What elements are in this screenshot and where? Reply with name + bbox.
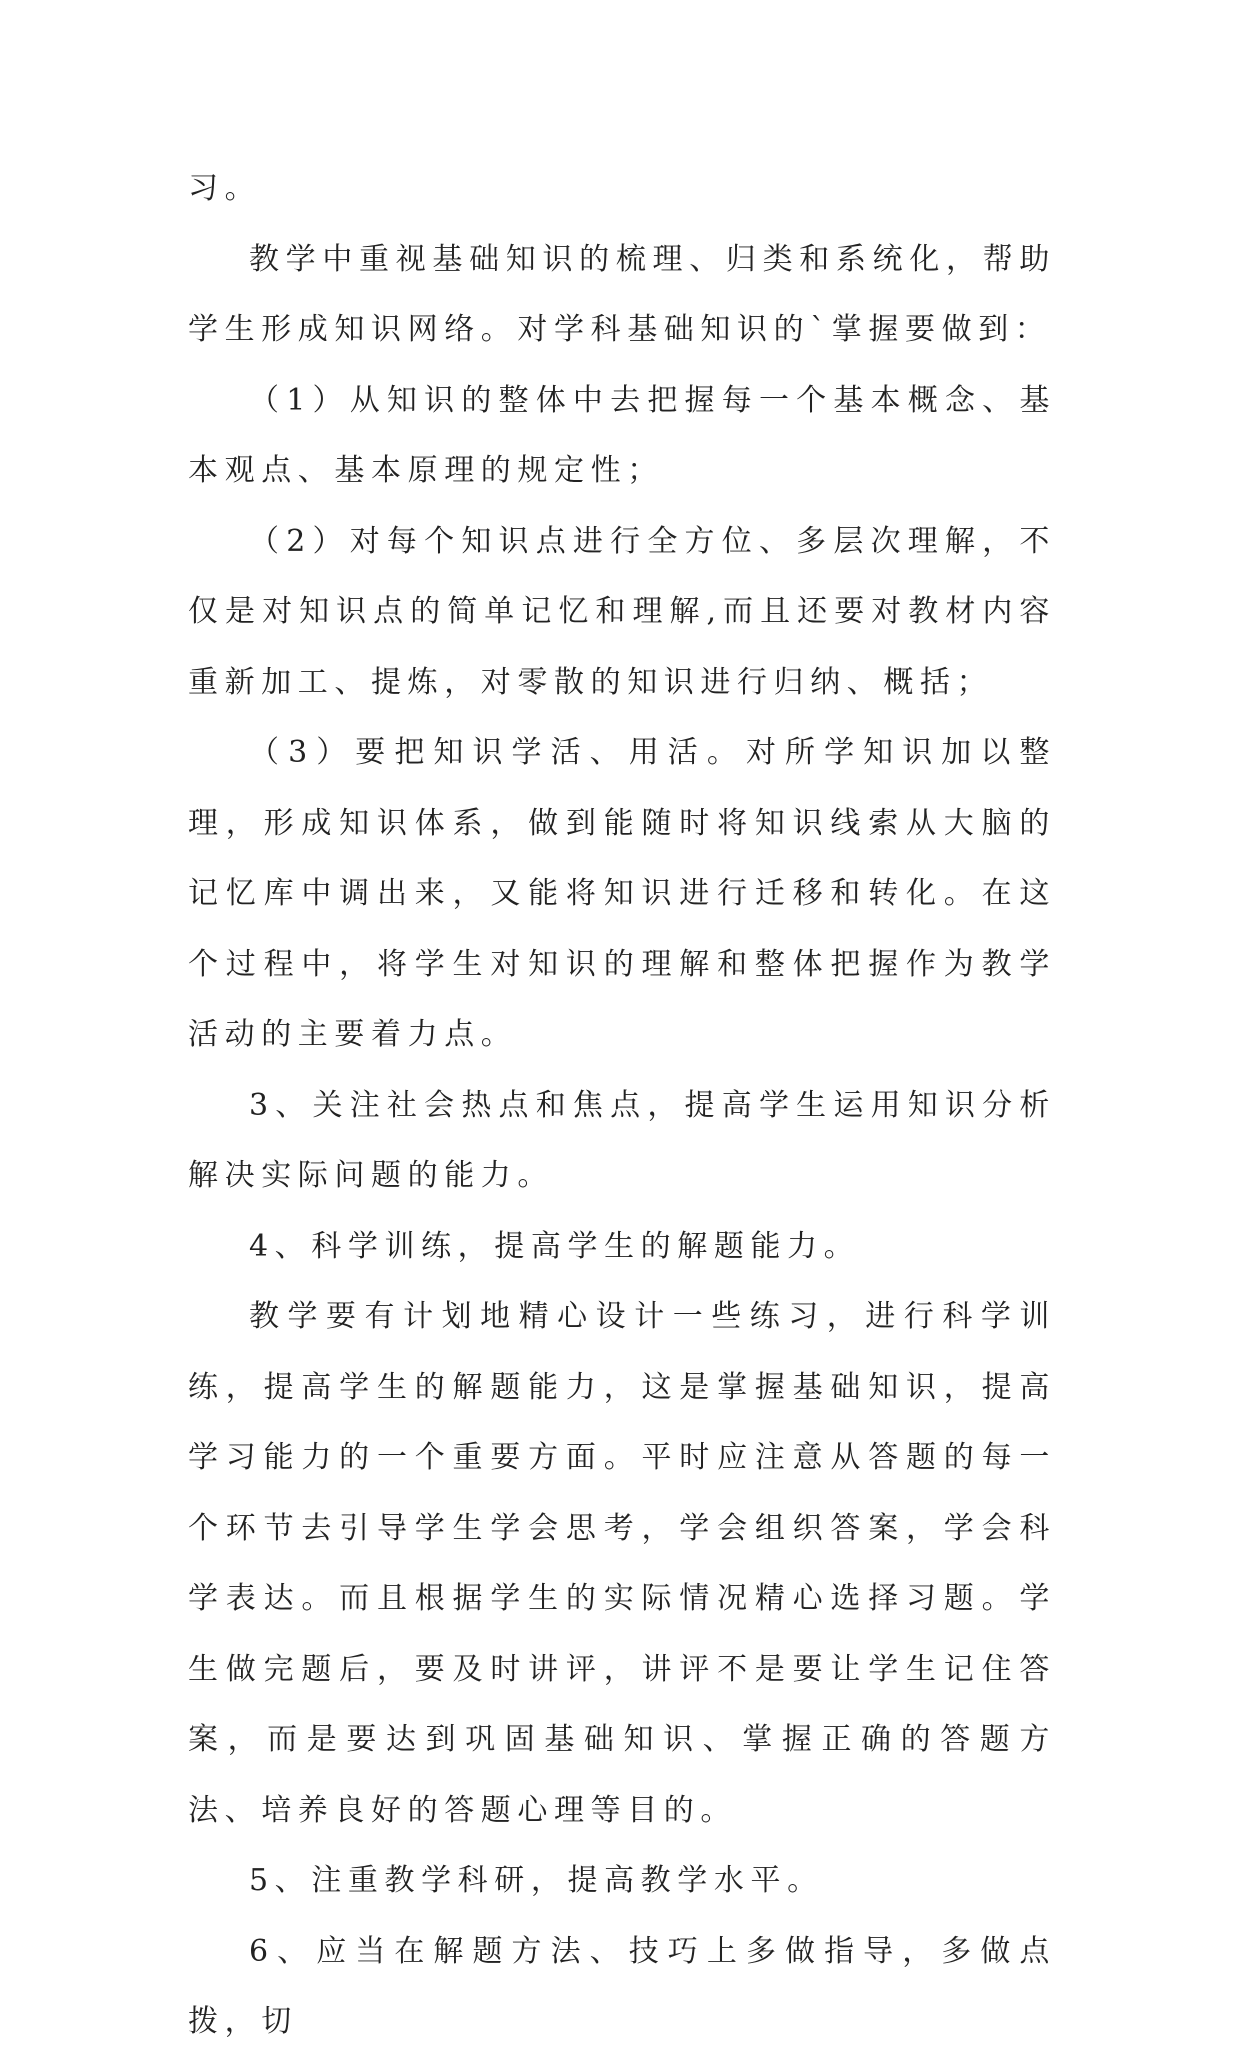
paragraph-point-5: 5、注重教学科研，提高教学水平。 bbox=[249, 1863, 824, 1898]
paragraph-knowledge-network: 教学中重视基础知识的梳理、归类和系统化，帮助学生形成知识网络。对学科基础知识的`掌握要做到： bbox=[188, 241, 1056, 347]
paragraph-point-6: 6、应当在解题方法、技巧上多做指导，多做点拨，切 bbox=[188, 1933, 1056, 2039]
paragraph-item-1: （1）从知识的整体中去把握每一个基本概念、基本观点、基本原理的规定性； bbox=[188, 382, 1056, 488]
paragraph-item-2: （2）对每个知识点进行全方位、多层次理解，不仅是对知识点的简单记忆和理解,而且还要对教材内容重新加工、提炼，对零散的知识进行归纳、概括； bbox=[188, 523, 1056, 700]
paragraph-item-3: （3）要把知识学活、用活。对所学知识加以整理，形成知识体系，做到能随时将知识线索从大脑的记忆库中调出来，又能将知识进行迁移和转化。在这个过程中，将学生对知识的理解和整体把握作为教学活动的主要着力点。 bbox=[188, 735, 1056, 1052]
paragraph-continuation: 习。 bbox=[188, 171, 262, 206]
paragraph-training: 教学要有计划地精心设计一些练习，进行科学训练，提高学生的解题能力，这是掌握基础知识，提高学习能力的一个重要方面。平时应注意从答题的每一个环节去引导学生学会思考，学会组织答案，学会科学表达。而且根据学生的实际情况精心选择习题。学生做完题后，要及时讲评，讲评不是要让学生记住答案，而是要达到巩固基础知识、掌握正确的答题方法、培养良好的答题心理等目的。 bbox=[188, 1299, 1056, 1828]
paragraph-point-4: 4、科学训练，提高学生的解题能力。 bbox=[249, 1228, 861, 1264]
document-body bbox=[188, 154, 1056, 2058]
paragraph-point-3: 3、关注社会热点和焦点，提高学生运用知识分析解决实际问题的能力。 bbox=[188, 1087, 1056, 1193]
